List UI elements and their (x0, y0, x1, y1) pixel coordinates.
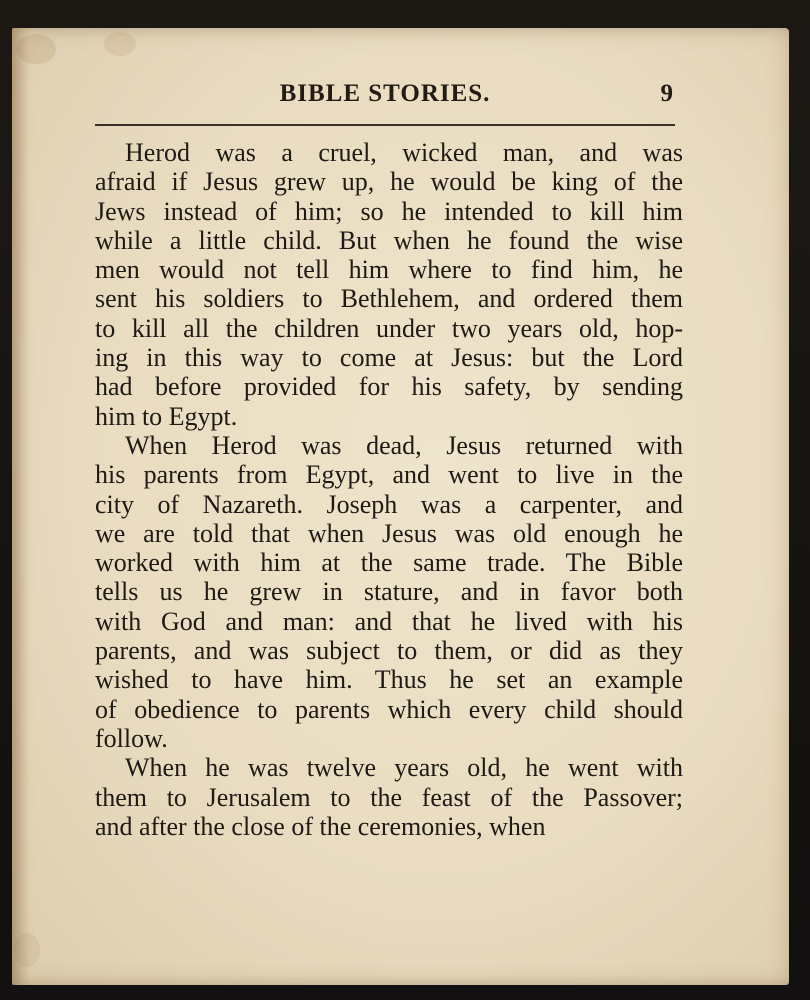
body-text (95, 138, 683, 841)
text-line: Herod was a cruel, wicked man, and was (125, 138, 683, 167)
paper-stain (16, 34, 56, 64)
paragraph (95, 431, 683, 753)
text-line: worked with him at the same trade. The Bible (95, 548, 683, 578)
text-line: and after the close of the ceremonies, when (95, 811, 546, 841)
text-line: we are told that when Jesus was old enough he (95, 518, 683, 548)
paragraph (95, 753, 683, 841)
text-line: follow. (95, 723, 168, 753)
text-line: wished to have him. Thus he set an example (95, 665, 683, 695)
header-rule (95, 124, 675, 126)
text-line: parents, and was subject to them, or did as they (95, 636, 683, 666)
text-line: ing in this way to come at Jesus: but the Lord (95, 343, 683, 373)
text-line: When he was twelve years old, he went with (125, 753, 683, 783)
text-line: them to Jerusalem to the feast of the Passover; (95, 782, 683, 812)
text-line: When Herod was dead, Jesus returned with (125, 430, 683, 460)
text-line: with God and man: and that he lived with his (95, 606, 683, 636)
text-line: his parents from Egypt, and went to live in the (95, 460, 683, 490)
text-line: him to Egypt. (95, 401, 238, 431)
text-line: to kill all the children under two years old, hop- (95, 313, 683, 343)
text-line: tells us he grew in stature, and in favor both (95, 577, 683, 607)
text-line: of obedience to parents which every child should (95, 694, 683, 724)
text-line: had before provided for his safety, by sending (95, 372, 683, 402)
text-line: men would not tell him where to find him, he (95, 255, 683, 285)
paper-stain (14, 933, 40, 967)
text-line: Jews instead of him; so he intended to kill him (95, 196, 683, 226)
text-line: while a little child. But when he found the wise (95, 225, 683, 255)
paper-stain (104, 32, 136, 56)
text-line: afraid if Jesus grew up, he would be king of the (95, 167, 683, 197)
text-line: city of Nazareth. Joseph was a carpenter, and (95, 489, 683, 519)
running-title: BIBLE STORIES. (279, 80, 491, 107)
page-number: 9 (660, 80, 673, 107)
page-header (95, 80, 675, 116)
paragraph (95, 138, 683, 431)
text-line: sent his soldiers to Bethlehem, and ordered them (95, 284, 683, 314)
